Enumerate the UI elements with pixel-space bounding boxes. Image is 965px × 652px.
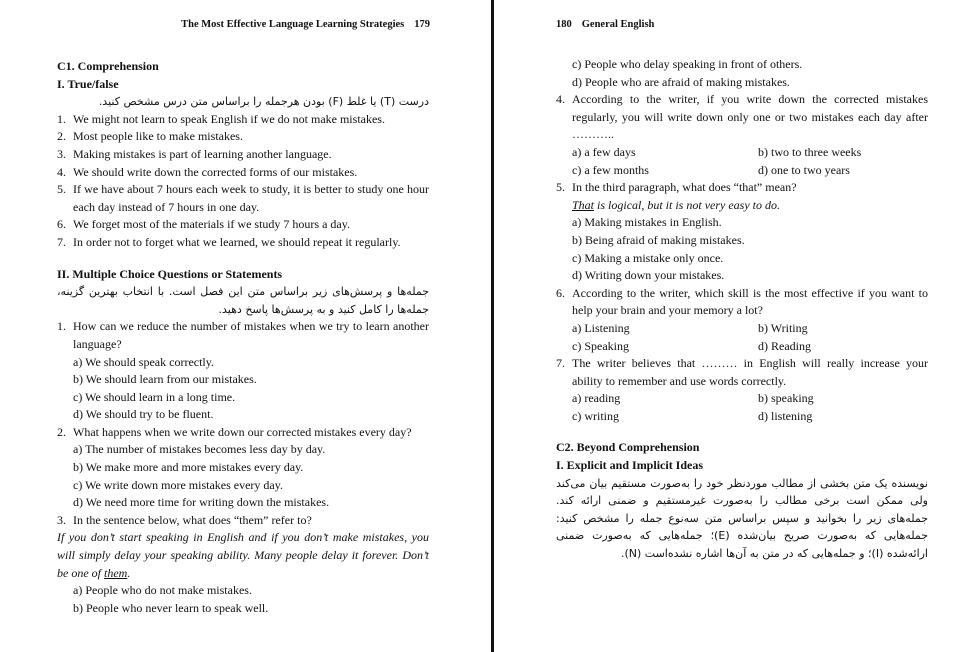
question-2: 2. What happens when we write down our corrected mistakes every day? [57, 424, 412, 439]
tf-item-6: 6. We forget most of the materials if we study 7 hours a day. [57, 217, 350, 232]
q7-option-b: b) speaking [758, 391, 814, 406]
tf-item-1: 1. We might not learn to speak English if we do not make mistakes. [57, 111, 385, 126]
q2-option-b: b) We make more and more mistakes every day. [73, 460, 304, 475]
true-false-instruction: درست (T) یا غلط (F) بودن هرجمله را براساس متن درس مشخص کنید. [98, 95, 429, 109]
left-page-header [181, 19, 430, 30]
q7-option-d: d) listening [758, 408, 813, 423]
q4-options-row-1 [556, 144, 928, 162]
section-heading-c2: C2. Beyond Comprehension [556, 440, 700, 455]
question-4: 4. According to the writer, if you write down the corrected mistakes regularly, you will write down only one or two mistakes each day after ……….. [556, 92, 928, 142]
right-page-header [556, 19, 654, 30]
q6-option-c: c) Speaking [572, 338, 629, 353]
q3-option-b: b) People who never learn to speak well. [73, 600, 269, 615]
right-page-number: 180 [556, 19, 572, 30]
q3-quote: If you don’t start speaking in English and if you don’t make mistakes, you will simply delay your speaking ability. Many people delay it forever. Don’t be one of them. [57, 530, 429, 580]
q4-option-d: d) one to two years [758, 162, 850, 177]
tf-item-7: 7. In order not to forget what we learned, we should repeat it regularly. [57, 234, 401, 249]
q5-option-d: d) Writing down your mistakes. [572, 268, 725, 283]
subheading-multiple-choice: II. Multiple Choice Questions or Statements [57, 266, 283, 281]
q5-quote: That is logical, but it is not very easy to do. [572, 197, 780, 212]
q4-options-row-2 [556, 162, 928, 180]
q7-options-row-2 [556, 408, 928, 426]
q2-option-c: c) We write down more mistakes every day. [73, 477, 283, 492]
subheading-true-false: I. True/false [57, 76, 119, 91]
q3-option-a: a) People who do not make mistakes. [73, 583, 252, 598]
question-1: 1. How can we reduce the number of mistakes when we try to learn another language? [57, 319, 429, 351]
right-page-content [556, 56, 928, 563]
q6-options-row-2 [556, 338, 928, 356]
q3-option-d: d) People who are afraid of making mistakes. [572, 74, 790, 89]
right-header-title: General English [581, 19, 655, 30]
q5-quote-underlined-word: That [572, 197, 595, 212]
question-7: 7. The writer believes that ……… in English will really increase your ability to remember and use words correctly. [556, 356, 928, 388]
right-page [494, 0, 965, 652]
q6-option-a: a) Listening [572, 320, 630, 335]
q4-option-b: b) two to three weeks [758, 144, 862, 159]
q2-option-d: d) We need more time for writing down the mistakes. [73, 495, 330, 510]
q1-option-b: b) We should learn from our mistakes. [73, 372, 257, 387]
tf-item-5: 5. If we have about 7 hours each week to study, it is better to study one hour each day instead of 7 hours in one day. [57, 182, 429, 214]
question-6: 6. According to the writer, which skill is the most effective if you want to help your brain and your memory a lot? [556, 285, 928, 318]
q4-option-a: a) a few days [572, 144, 636, 159]
q5-option-a: a) Making mistakes in English. [572, 215, 722, 230]
question-5: 5. In the third paragraph, what does “that” mean? [556, 180, 797, 195]
q1-option-c: c) We should learn in a long time. [73, 389, 236, 404]
section-heading-c1: C1. Comprehension [57, 59, 159, 73]
q6-option-b: b) Writing [758, 320, 808, 335]
q6-option-d: d) Reading [758, 338, 811, 353]
q3-quote-underlined-word: them [104, 565, 128, 580]
tf-item-3: 3. Making mistakes is part of learning another language. [57, 146, 332, 161]
q6-options-row-1 [556, 320, 928, 338]
tf-item-2: 2. Most people like to make mistakes. [57, 129, 243, 144]
tf-item-4: 4. We should write down the corrected forms of our mistakes. [57, 164, 358, 179]
q1-option-d: d) We should try to be fluent. [73, 407, 214, 422]
q1-option-a: a) We should speak correctly. [73, 354, 214, 369]
left-header-title: The Most Effective Language Learning Strategies [181, 19, 405, 30]
q2-option-a: a) The number of mistakes becomes less day by day. [73, 442, 326, 457]
q7-option-a: a) reading [572, 391, 621, 406]
q5-option-c: c) Making a mistake only once. [572, 250, 724, 265]
left-page-number: 179 [414, 19, 430, 30]
q3-option-c: c) People who delay speaking in front of others. [572, 57, 803, 71]
q7-options-row-1 [556, 390, 928, 408]
question-3: 3. In the sentence below, what does “them” refer to? [57, 512, 312, 527]
q5-option-b: b) Being afraid of making mistakes. [572, 232, 745, 247]
multiple-choice-instruction: جمله‌ها و پرسش‌های زیر براساس متن این فصل است. با انتخاب بهترین گزینه، جمله‌ها را کامل کنید و به پرسش‌ها پاسخ دهید. [57, 285, 429, 316]
q7-option-c: c) writing [572, 408, 619, 423]
subheading-explicit-implicit: I. Explicit and Implicit Ideas [556, 458, 704, 473]
left-page-content [57, 58, 429, 617]
q4-option-c: c) a few months [572, 162, 649, 177]
explicit-implicit-instruction: نویسنده یک متن بخشی از مطالب موردنظر خود را به‌صورت مستقیم بیان می‌کند ولی ممکن است برخی مطالب را به‌صورت غیرمستقیم و ضمنی ارائه کند. جمله‌های زیر را بخوانید و سپس براساس متن سه‌نوع جمله را مشخص کنید: جمله‌هایی که به‌صورت صریح بیان‌شده (E)؛ جمله‌هایی که به‌صورت ضمنی ارائه‌شده (I)؛ و جمله‌هایی که در متن به آن‌ها اشاره نشده‌است (N). [556, 476, 928, 561]
